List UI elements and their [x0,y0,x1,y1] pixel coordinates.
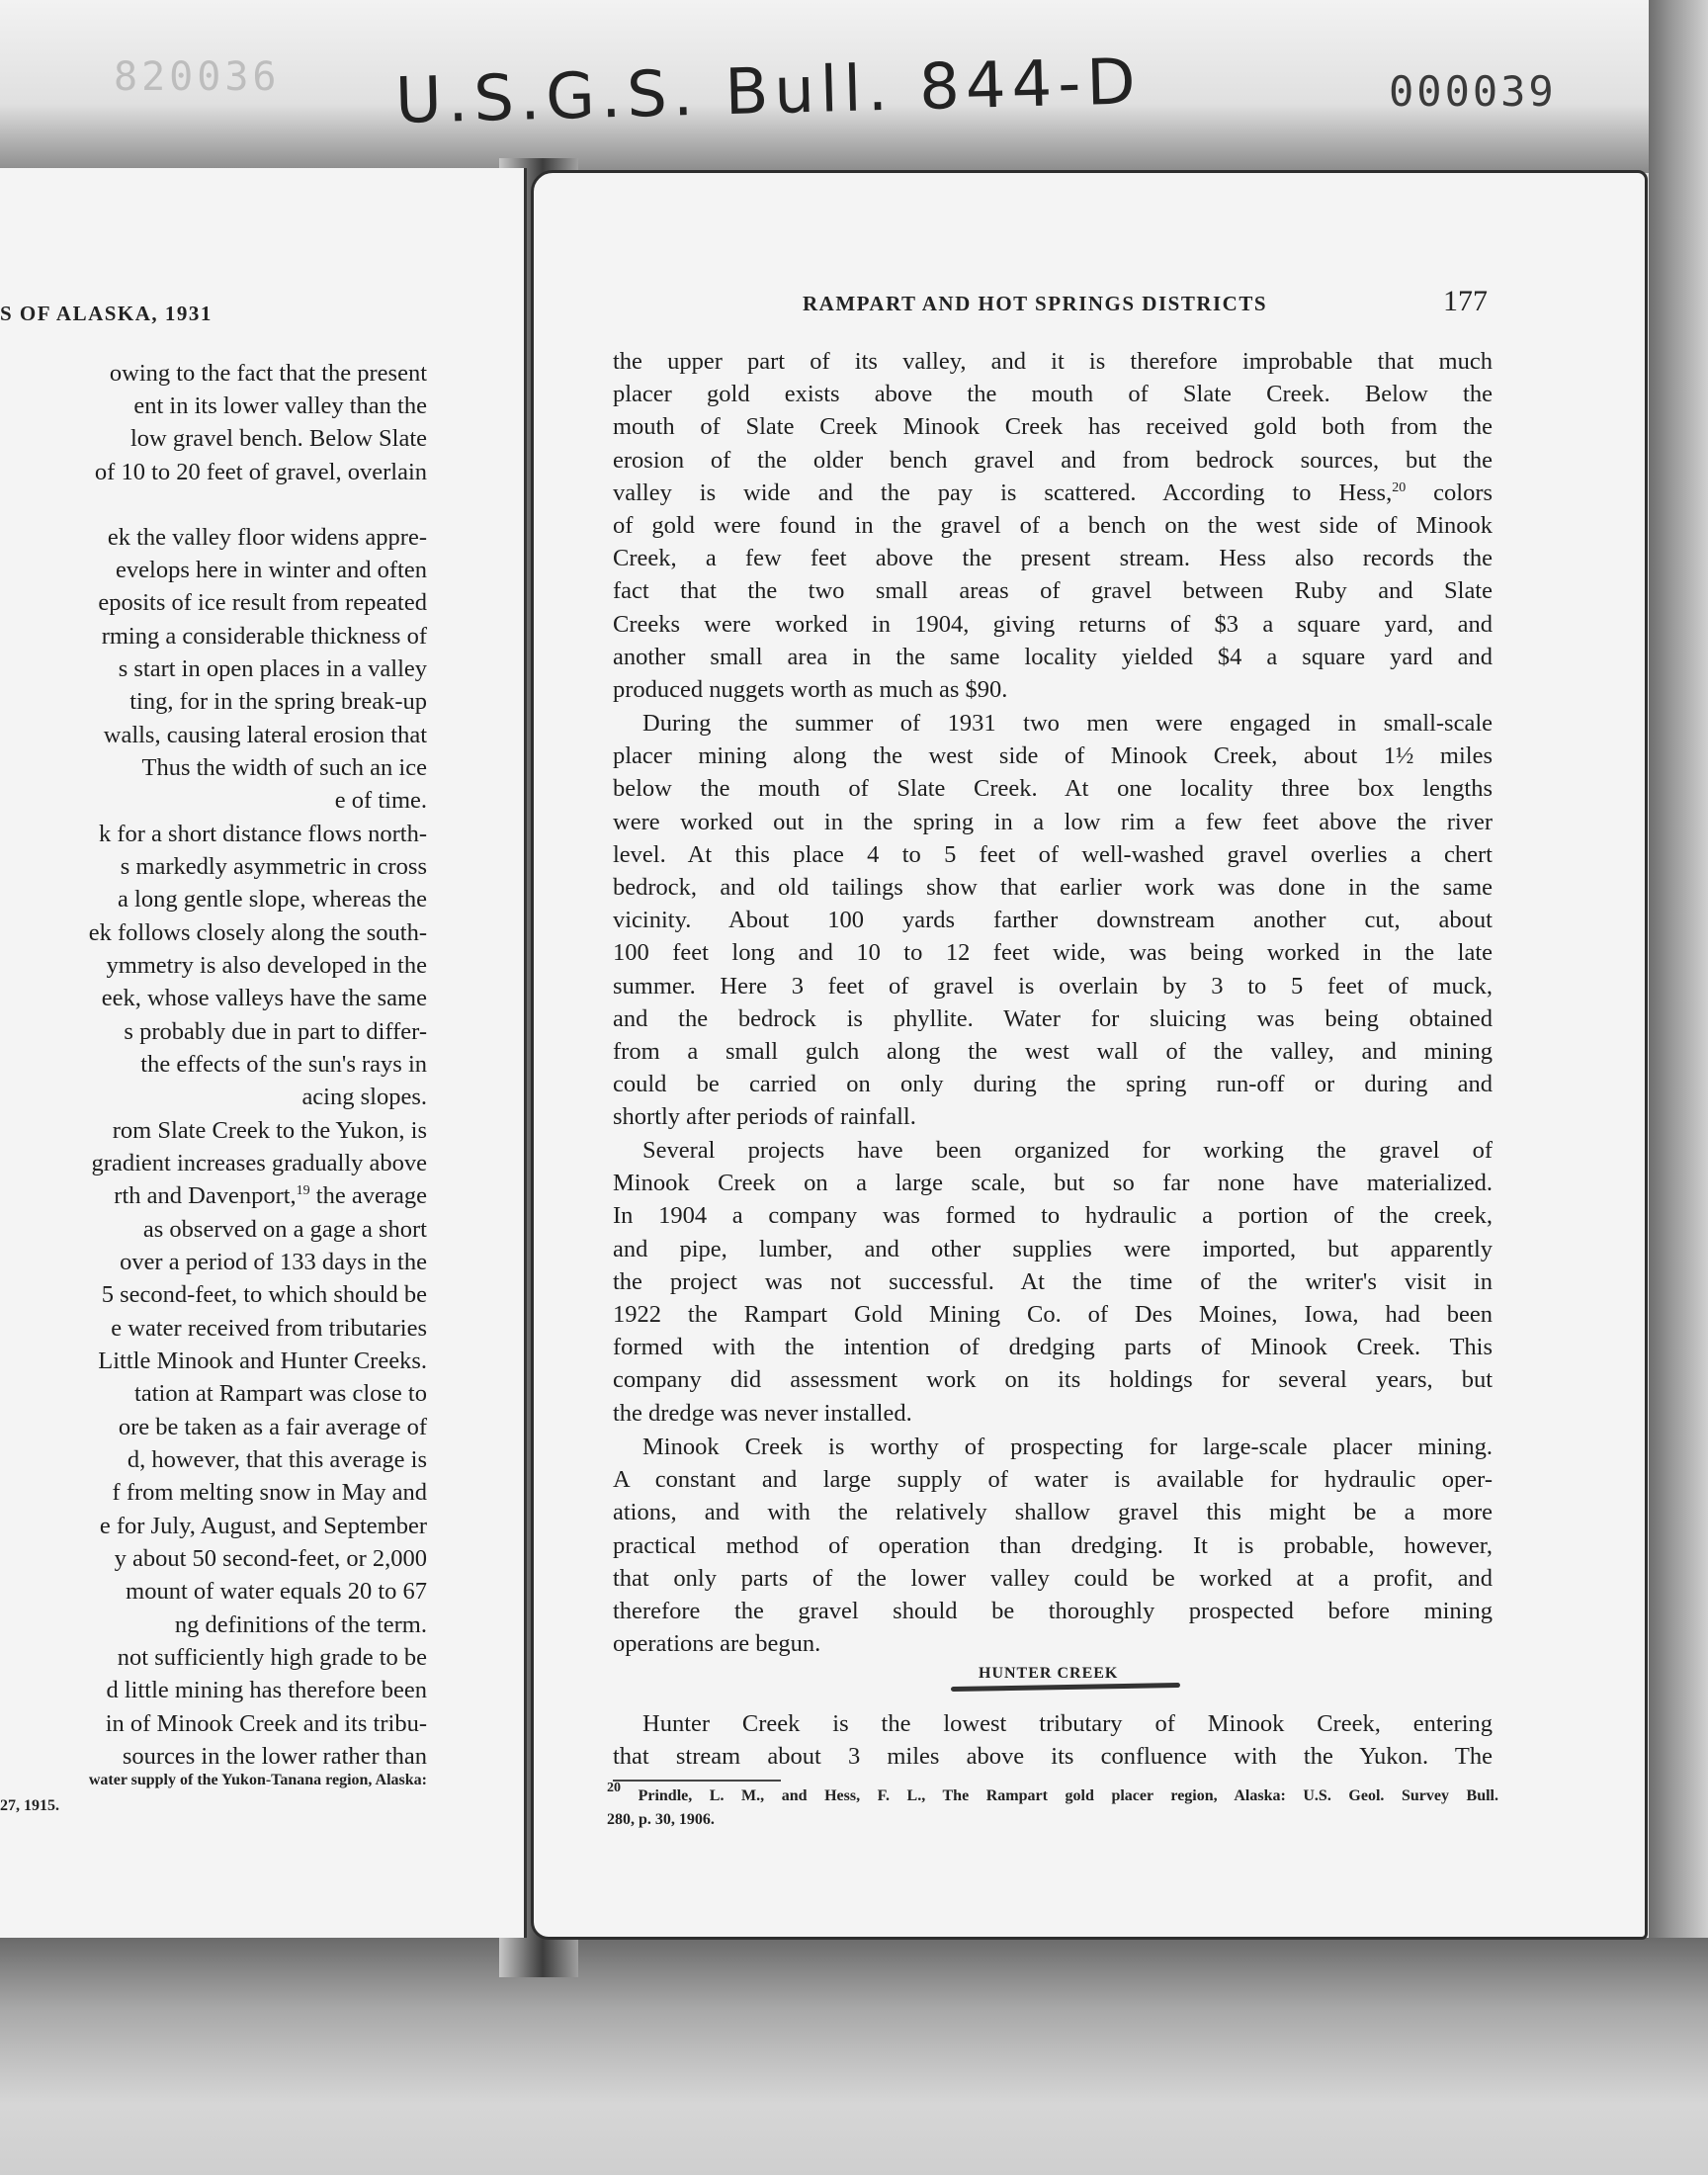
left-text-line: f from melting snow in May and [112,1479,427,1506]
body-text-line: the upper part of its valley, and it is therefore improbable that much [613,348,1493,375]
body-text-line: Creeks were worked in 1904, giving returns of $3 a square yard, and [613,611,1493,638]
left-text-line: ng definitions of the term. [174,1611,427,1638]
left-text-line: low gravel bench. Below Slate [129,425,427,452]
left-text-line: in of Minook Creek and its tribu- [105,1710,427,1737]
left-footnote-line: 27, 1915. [0,1797,59,1814]
body-text-line: level. At this place 4 to 5 feet of well-washed gravel overlies a chert [613,841,1493,868]
body-text-line: that stream about 3 miles above its confluence with the Yukon. The [613,1743,1493,1770]
left-text-line: k for a short distance flows north- [98,821,427,847]
scan-right-edge [1649,0,1708,2175]
left-text-line: not sufficiently high grade to be [117,1644,427,1671]
body-text-line: formed with the intention of dredging parts of Minook Creek. This [613,1334,1493,1360]
right-page-header: RAMPART AND HOT SPRINGS DISTRICTS [803,292,1268,315]
body-text-line: below the mouth of Slate Creek. At one locality three box lengths [613,775,1493,802]
body-text-line: ations, and with the relatively shallow gravel this might be a more [613,1499,1493,1525]
page-number: 177 [1443,285,1488,317]
left-text-line: y about 50 second-feet, or 2,000 [114,1545,427,1572]
left-text-line: of 10 to 20 feet of gravel, overlain [94,459,427,485]
body-text-line: During the summer of 1931 two men were engaged in small-scale [642,710,1493,737]
left-text-line: acing slopes. [301,1084,427,1110]
left-text-line: ek follows closely along the south- [88,919,427,946]
left-text-line: Little Minook and Hunter Creeks. [98,1348,427,1374]
body-text-line: and the bedrock is phyllite. Water for sluicing was being obtained [613,1005,1493,1032]
body-text-line: from a small gulch along the west wall of the valley, and mining [613,1038,1493,1065]
left-text-line: a long gentle slope, whereas the [118,886,427,913]
body-text-line: 1922 the Rampart Gold Mining Co. of Des Moines, Iowa, had been [613,1301,1493,1328]
footnote-mark: 20 [607,1781,621,1795]
left-text-line: eek, whose valleys have the same [101,985,427,1011]
body-text-line: the dredge was never installed. [613,1400,912,1427]
body-text-line: fact that the two small areas of gravel between Ruby and Slate [613,577,1493,604]
left-text-line: e of time. [334,787,427,814]
body-text-line: produced nuggets worth as much as $90. [613,676,1008,703]
left-text-line: s markedly asymmetric in cross [120,853,427,880]
left-text-line: sources in the lower rather than [122,1743,427,1770]
left-text-line: eposits of ice result from repeated [98,589,427,616]
body-text-line: another small area in the same locality yielded $4 a square yard and [613,644,1493,670]
body-text-line: valley is wide and the pay is scattered. According to Hess,$^{20}$ colors [613,479,1494,506]
left-text-line: ymmetry is also developed in the [106,952,427,979]
left-text-line: s start in open places in a valley [118,655,427,682]
faint-stamp-number: 820036 [114,54,281,100]
left-text-line: ek the valley floor widens appre- [107,524,427,551]
left-text-line: mount of water equals 20 to 67 [126,1578,427,1605]
left-text-line: gradient increases gradually above [91,1150,427,1176]
body-text-line: summer. Here 3 feet of gravel is overlain by 3 to 5 feet of muck, [613,973,1493,1000]
body-text-line: shortly after periods of rainfall. [613,1103,916,1130]
body-text-line: operations are begun. [613,1630,821,1657]
left-text-line: e for July, August, and September [99,1513,427,1539]
left-text-line: d little mining has therefore been [106,1677,427,1703]
left-text-line: rth and Davenport,$^{19}$ the average [114,1182,427,1209]
body-text-line: In 1904 a company was formed to hydraulic a portion of the creek, [613,1202,1493,1229]
body-text-line: of gold were found in the gravel of a bench on the west side of Minook [613,512,1493,539]
left-text-line: d, however, that this average is [127,1446,427,1473]
left-text-line: over a period of 133 days in the [120,1249,427,1275]
body-text-line: placer gold exists above the mouth of Slate Creek. Below the [613,381,1493,407]
left-text-line: ent in its lower valley than the [133,392,427,419]
body-text-line: mouth of Slate Creek Minook Creek has received gold both from the [613,413,1493,440]
body-text-line: A constant and large supply of water is available for hydraulic oper- [613,1466,1493,1493]
body-text-line: company did assessment work on its holdings for several years, but [613,1366,1493,1393]
body-text-line: the project was not successful. At the time of the writer's visit in [613,1268,1493,1295]
left-text-line: e water received from tributaries [111,1315,427,1342]
left-text-line: ore be taken as a fair average of [118,1414,427,1440]
body-text-line: bedrock, and old tailings show that earlier work was done in the same [613,874,1493,901]
body-text-line: were worked out in the spring in a low rim a few feet above the river [613,809,1493,835]
scan-bottom-shadow [0,1938,1708,2175]
footnote-ref: 20 [1392,480,1407,495]
left-text-line: Thus the width of such an ice [141,754,427,781]
handwritten-label: U.S.G.S. Bull. 844-D [394,45,1143,138]
left-text-line: 5 second-feet, to which should be [101,1281,427,1308]
left-text-line: the effects of the sun's rays in [140,1051,427,1078]
body-text-line: vicinity. About 100 yards farther downstream another cut, about [613,907,1493,933]
body-text-line: Hunter Creek is the lowest tributary of Minook Creek, entering [642,1710,1493,1737]
stamp-number: 000039 [1389,67,1557,116]
left-text-line: s probably due in part to differ- [124,1018,427,1045]
left-text-line: rom Slate Creek to the Yukon, is [112,1117,427,1144]
body-text-line: Minook Creek is worthy of prospecting for large-scale placer mining. [642,1434,1493,1460]
body-text-line: Minook Creek on a large scale, but so far none have materialized. [613,1170,1493,1196]
body-text-line: erosion of the older bench gravel and from bedrock sources, but the [613,447,1493,474]
body-text-line: Creek, a few feet above the present stream. Hess also records the [613,545,1493,571]
left-footnote-line: water supply of the Yukon-Tanana region, Alaska: [88,1772,427,1788]
left-text-line: rming a considerable thickness of [101,623,427,650]
footnote-ref: 19 [296,1183,310,1198]
body-text-line: placer mining along the west side of Minook Creek, about 1½ miles [613,742,1493,769]
body-text-line: practical method of operation than dredging. It is probable, however, [613,1532,1493,1559]
left-text-line: as observed on a gage a short [142,1216,427,1243]
section-heading: HUNTER CREEK [979,1665,1119,1682]
body-text-line: therefore the gravel should be thoroughly prospected before mining [613,1598,1493,1624]
body-text-line: and pipe, lumber, and other supplies were imported, but apparently [613,1236,1493,1262]
body-text-line: that only parts of the lower valley could be worked at a profit, and [613,1565,1493,1592]
footnote-rule [613,1780,781,1782]
body-text-line: Several projects have been organized for working the gravel of [642,1137,1493,1164]
left-text-line: walls, causing lateral erosion that [103,722,427,748]
left-text-line: evelops here in winter and often [116,557,427,583]
left-text-line: tation at Rampart was close to [134,1380,427,1407]
left-text-line: ting, for in the spring break-up [129,688,427,715]
right-footnote-line: $^{20}$ Prindle, L. M., and Hess, F. L., The Rampart gold placer region, Alaska: U.S. Geol. Survey Bull. [607,1781,1498,1804]
left-page-header: S OF ALASKA, 1931 [0,302,213,325]
right-footnote-line: 280, p. 30, 1906. [607,1811,715,1828]
body-text-line: 100 feet long and 10 to 12 feet wide, was being worked in the late [613,939,1493,966]
left-text-line: owing to the fact that the present [109,360,427,387]
body-text-line: could be carried on only during the spring run-off or during and [613,1071,1493,1097]
